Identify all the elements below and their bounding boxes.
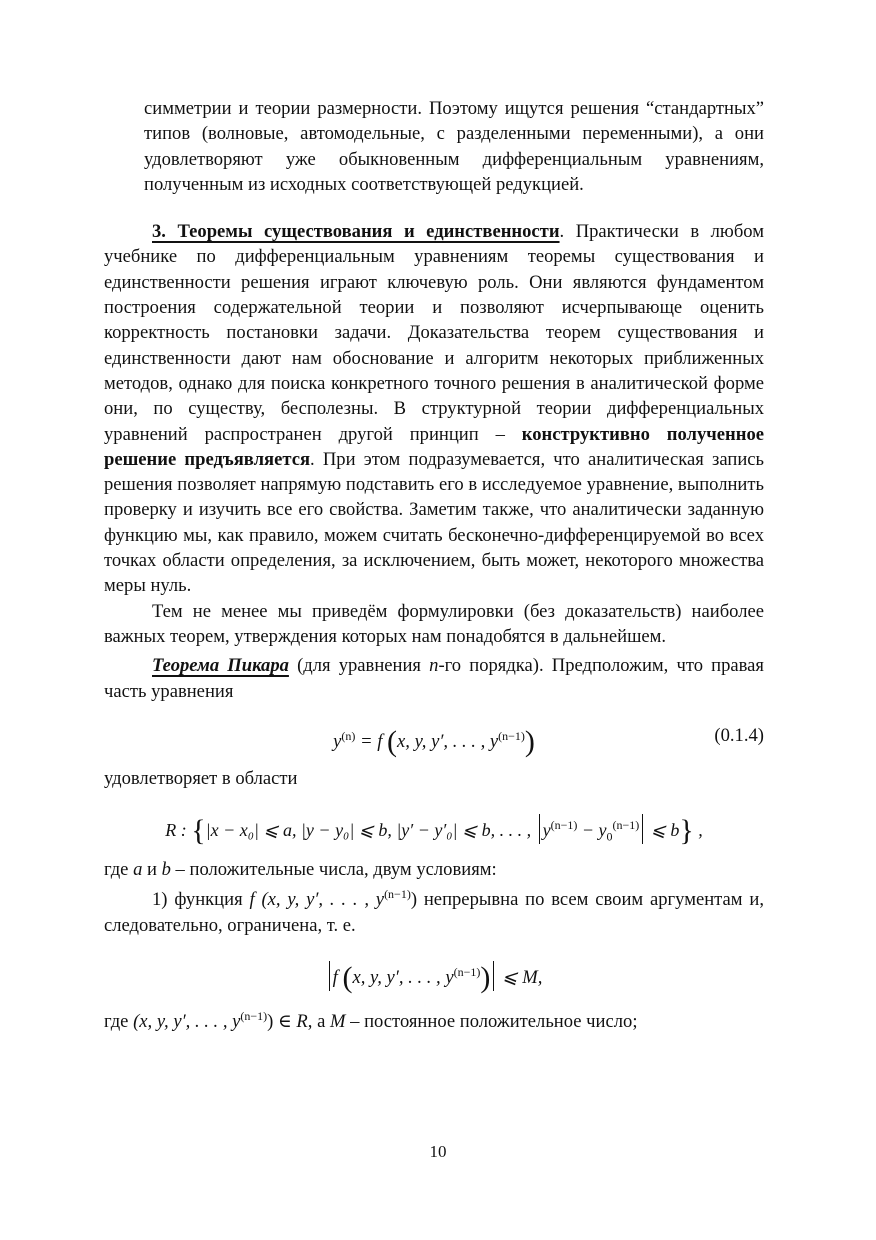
condition-1-sup: (n−1) <box>384 887 411 902</box>
bound-sup: (n−1) <box>453 965 481 980</box>
region-close: , <box>693 820 703 841</box>
eq-args-sup: (n−1) <box>498 728 525 743</box>
final-mid: , а <box>307 1011 330 1033</box>
where-post: – положительные числа, двум условиям: <box>170 859 497 881</box>
section-text-2: . При этом подразумевается, что аналитическая запись решения позволяет напрямую подставить его в исследуемое уравнение, выполнить проверку и изучить все его свойства. Заметим также, что аналитически заданную функцию мы, как правило, можем считать бесконечно-дифференцируемой во всех точках области определения, за исключением, быть может, некоторого множества меры нуль. <box>104 448 765 597</box>
region-last-sub: 0 <box>606 829 613 844</box>
where-pre: где <box>104 859 134 881</box>
region-last-sup: (n−1) <box>550 818 578 833</box>
condition-1-rest: непрерывна по всем своим аргументам и, следовательно, ограничена, т. е. <box>104 889 764 936</box>
bound-args: x, y, y′, . . . , y <box>352 967 454 989</box>
region-last-sup2: (n−1) <box>612 818 640 833</box>
region-conds: |x − x₀| ⩽ a, |y − y₀| ⩽ b, |y′ − y′₀| ⩽ b, . . . , <box>205 820 532 841</box>
final-sup: (n−1) <box>240 1009 268 1024</box>
bound-tail: ⩽ M, <box>497 967 543 989</box>
condition-1-args: x, y, y′, . . . , y <box>267 889 385 911</box>
eq-lhs-sup: (n) <box>341 728 356 743</box>
intro-paragraph: симметрии и теории размерности. Поэтому ищутся решения “стандартных” типов (волновые, автомодельные, с разделенными переменными), а они удовлетворяют уже обыкновенным дифференциальным уравнениям, полученным из исходных соответствующей редукцией. <box>144 98 764 195</box>
final-m: M <box>330 1011 346 1033</box>
section-text-1: . Практически в любом учебнике по дифференциальным уравнениям теоремы существования и единственности решения играют ключевую роль. Они являются фундаментом построения содержательной теории и позволяют исчерпывающе оценить корректность постановки задачи. Доказательства теорем существования и единственности дают нам обоснование и алгоритм некоторых приближенных методов, однако для поиска конкретного точного решения в аналитической форме они, по существу, бесполезны. В структурной теории дифференциальных уравнений распространен другой принцип – <box>104 221 764 445</box>
where-b: b <box>161 859 171 881</box>
theorem-title: Теорема Пикара <box>152 655 289 677</box>
theorem-paragraph <box>104 653 764 704</box>
eq-args: x, y, y′, . . . , y <box>397 731 499 753</box>
equation-number: (0.1.4) <box>714 724 764 746</box>
condition-1: 1) функция f (x, y, y′, . . . , $y^{(n-1)}$) непрерывна по всем своим аргументам и, следовательно, ограничена, т. е. <box>104 887 764 936</box>
section-principle: конструктивно полученное решение предъявляется <box>104 423 764 470</box>
final-in: ∈ R <box>273 1011 308 1033</box>
equation-0-1-4: $y^{(n)} = f$ (x, y, y′, . . . , $y^{(n-1)}$) (0.1.4) <box>104 716 764 756</box>
where-and: и <box>142 859 162 881</box>
region-last-minus: − y <box>577 820 607 841</box>
final-pre: где <box>104 1011 134 1033</box>
eq-rhs-pre: = f <box>355 731 388 753</box>
theorem-intro-1: (для уравнения <box>288 655 430 677</box>
final-post: – постоянное положительное число; <box>345 1011 638 1033</box>
page-body <box>104 96 764 1035</box>
section-paragraph <box>104 219 764 598</box>
region-last-tail: ⩽ b <box>646 820 680 841</box>
where-line <box>104 857 764 882</box>
final-args: x, y, y′, . . . , y <box>139 1011 241 1033</box>
condition-1-f: f <box>249 889 255 911</box>
region-name: R : <box>165 820 187 841</box>
bound-f: f <box>332 967 338 989</box>
condition-1-num: 1) функция <box>152 889 250 911</box>
final-line: где (x, y, y′, . . . , $y^{(n-1)}$) ∈ R, а M – постоянное положительное число; <box>104 1009 638 1033</box>
satisfies-line: удовлетворяет в области <box>104 767 298 789</box>
section-heading: 3. Теоремы существования и единственности <box>152 221 560 243</box>
page-number: 10 <box>429 1142 447 1161</box>
region-formula: R : {|x − x₀| ⩽ a, |y − y₀| ⩽ b, |y′ − y′₀| ⩽ b, . . . , $y^{(n-1)} - y_0^{(n-1)}$ ⩽ b} , <box>165 814 703 848</box>
region-last-y: y <box>542 820 551 841</box>
theorem-intro-2: -го порядка). Предположим, что правая часть уравнения <box>104 655 764 702</box>
theorem-n: n <box>429 655 439 677</box>
where-a: a <box>133 859 143 881</box>
eq-lhs: y <box>333 731 342 753</box>
bound-formula: f (x, y, y′, . . . , $y^{(n-1)}$) ⩽ M, <box>104 952 764 992</box>
paragraph-2: Тем не менее мы приведём формулировки (без доказательств) наиболее важных теорем, утверждения которых нам понадобятся в дальнейшем. <box>104 600 764 647</box>
